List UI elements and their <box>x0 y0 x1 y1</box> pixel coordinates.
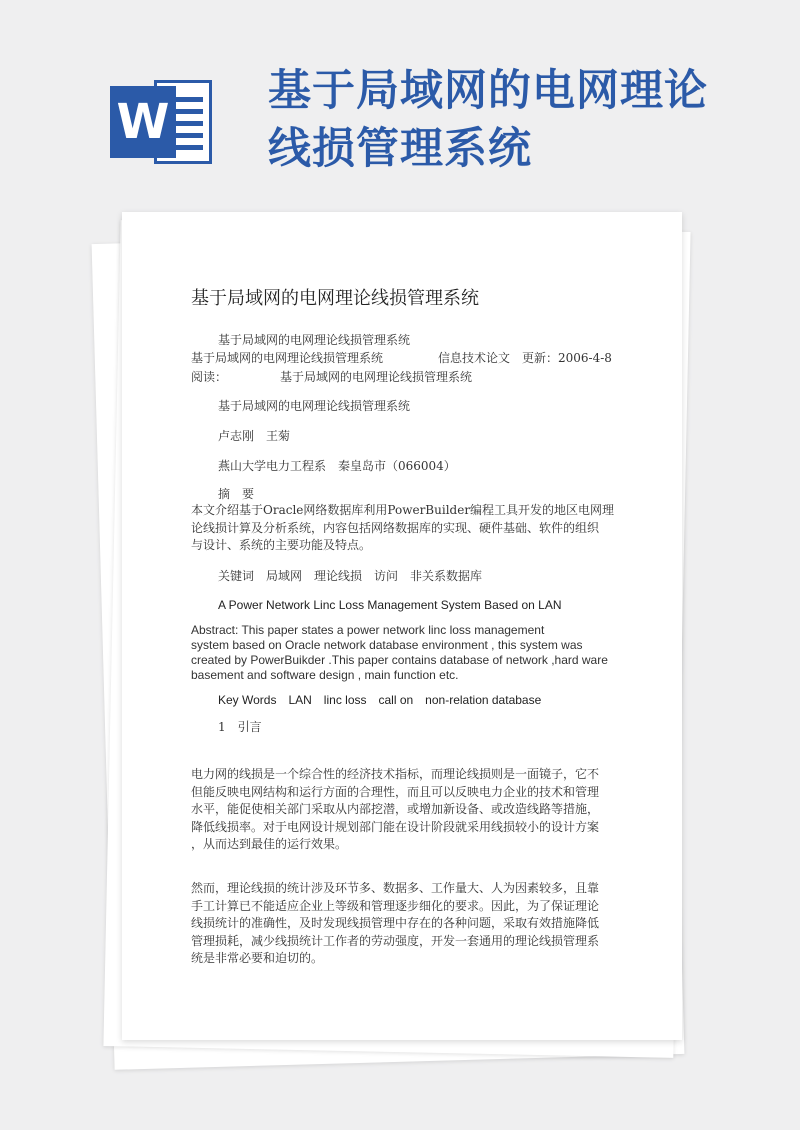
banner-title-line1: 基于局域网的电网理论 <box>268 66 708 116</box>
paragraph-2: 然而，理论线损的统计涉及环节多、数据多、工作量大、人为因素较多，且靠 手工计算已不能适应企业上等级和管理逐步细化的要求。因此，为了保证理论 线损统计的准确性，及时发现线损管理中存在的各种问题，采取有效措施降低 管理损耗，减少线损统计工作者的劳动强度，开发一套通用的理论线损管理系 统是非常必要和迫切的。 <box>191 881 600 965</box>
header-line1: 基于局域网的电网理论线损管理系统 <box>218 333 411 347</box>
paragraph-1: 电力网的线损是一个综合性的经济技术指标，而理论线损则是一面镜子，它不 但能反映电网结构和运行方面的合理性，而且可以反映电力企业的技术和管理 水平，能促使相关部门采取从内部挖潜，或增加新设备、或改造线路等措施， 降低线损率。对于电网设计规划部门能在设计阶段就采用线损较小的设计方案 ，从而达到最佳的运行效果。 <box>191 767 600 851</box>
keywords: 关键词 局域网 理论线损 访问 非关系数据库 <box>218 569 483 583</box>
word-letter-badge: W <box>110 86 176 158</box>
abstract-heading: 摘 要 <box>218 487 255 501</box>
english-title: A Power Network Linc Loss Management System Based on LAN <box>218 598 562 612</box>
affiliation: 燕山大学电力工程系 秦皇岛市（066004） <box>218 459 456 473</box>
banner-title <box>268 62 788 178</box>
header-line3-label: 阅读： <box>191 370 228 384</box>
subtitle: 基于局域网的电网理论线损管理系统 <box>218 399 411 413</box>
banner-title-line2: 线损管理系统 <box>268 124 532 174</box>
english-keywords: Key Words LAN linc loss call on non-relation database <box>218 693 542 707</box>
word-doc-icon <box>110 76 216 168</box>
header-line3-value: 基于局域网的电网理论线损管理系统 <box>280 370 473 384</box>
abstract-text: 本文介绍基于Oracle网络数据库利用PowerBuilder编程工具开发的地区电网理 论线损计算及分析系统，内容包括网络数据库的实现、硬件基础、软件的组织 与设计、系统的主要功能及特点。 <box>191 503 615 552</box>
authors: 卢志刚 王菊 <box>218 429 291 443</box>
header-line2-title: 基于局域网的电网理论线损管理系统 <box>191 351 384 365</box>
english-abstract: Abstract: This paper states a power network linc loss management system based on Oracle network database environment , this system was created by PowerBuikder .This paper contains database of network ,hard ware basement and software design , main function etc. <box>191 623 608 682</box>
header-line2-meta: 信息技术论文 更新：2006-4-8 <box>438 351 612 365</box>
section1-heading: 1 引言 <box>218 720 262 734</box>
document-title: 基于局域网的电网理论线损管理系统 <box>191 288 479 309</box>
